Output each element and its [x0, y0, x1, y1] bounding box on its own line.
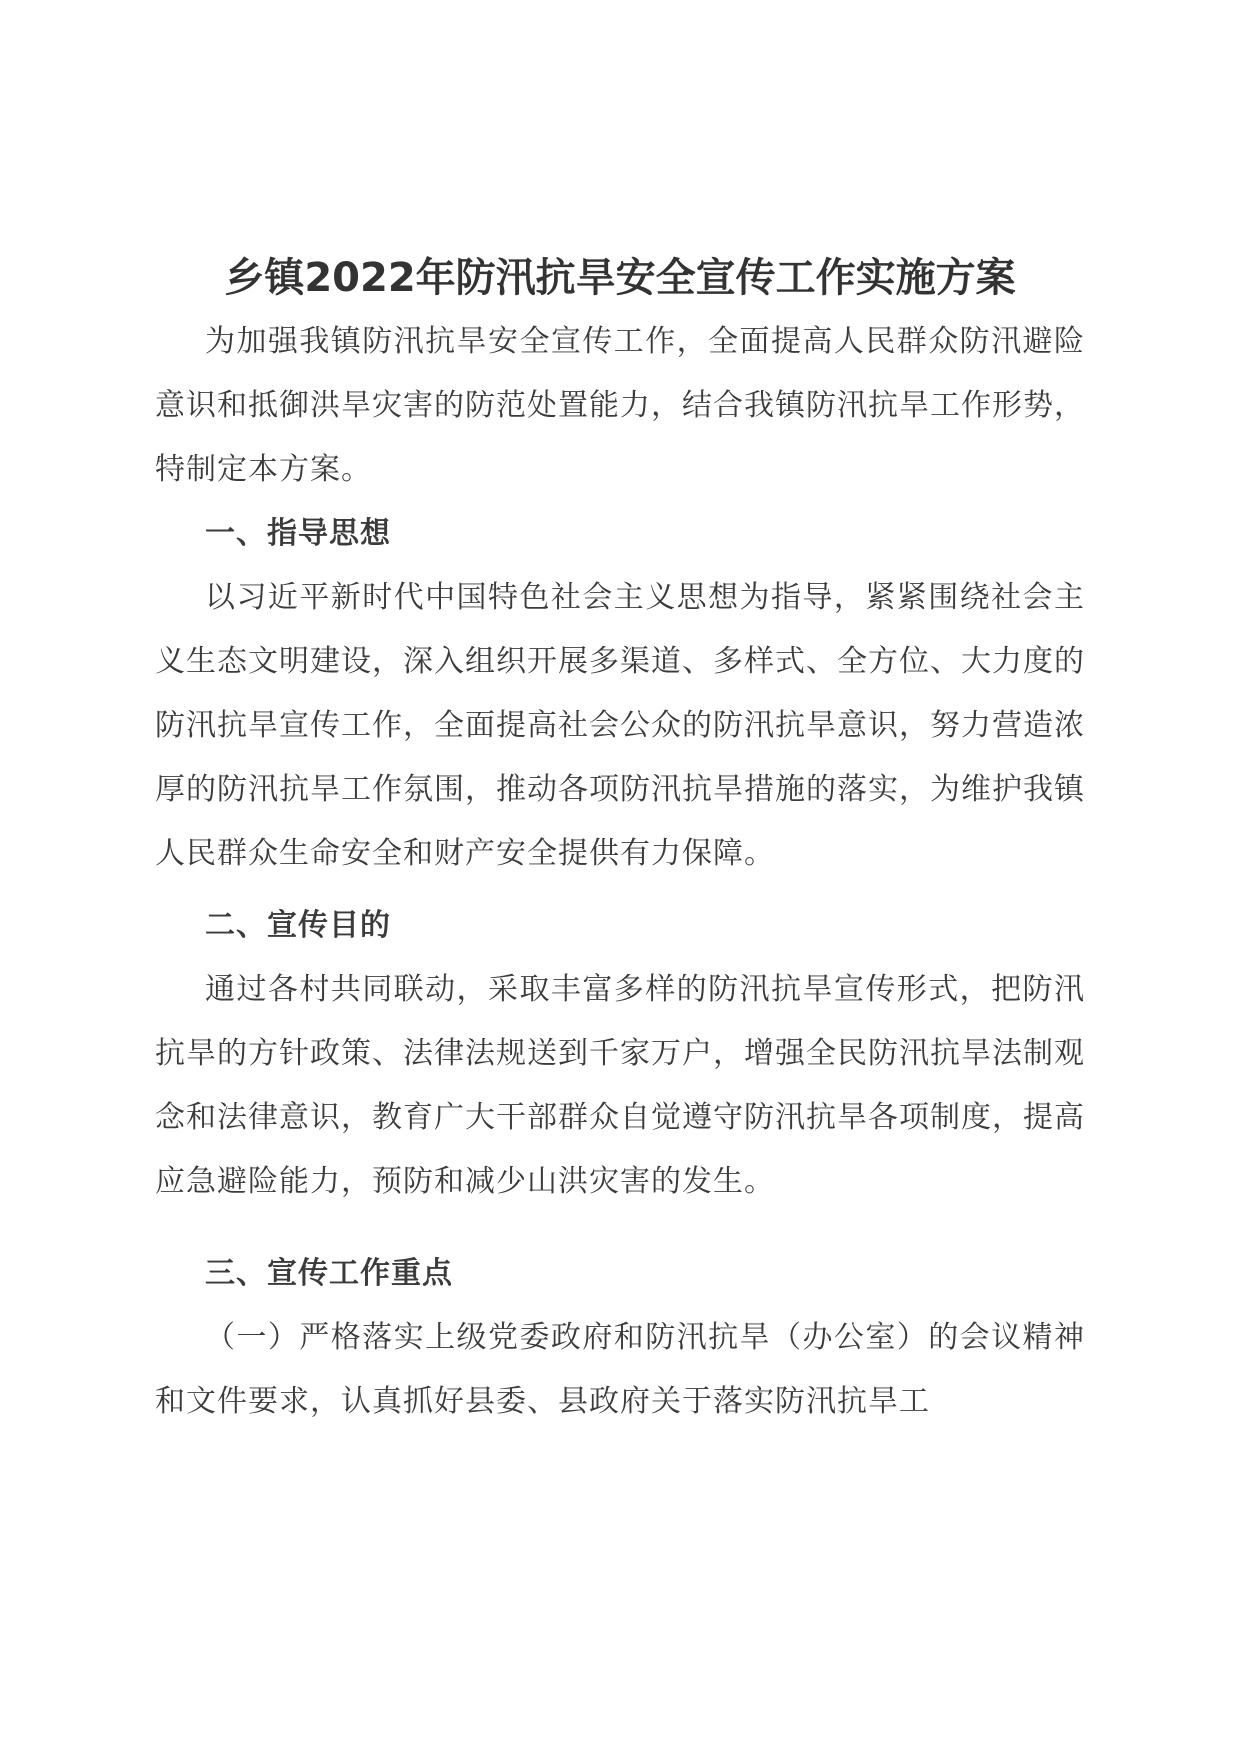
- intro-paragraph: 为加强我镇防汛抗旱安全宣传工作，全面提高人民群众防汛避险意识和抵御洪旱灾害的防范处置能力，结合我镇防汛抗旱工作形势，特制定本方案。: [155, 324, 1085, 487]
- section-heading-purpose: 二、宣传目的: [205, 908, 391, 943]
- section-paragraph-key-points: （一）严格落实上级党委政府和防汛抗旱（办公室）的会议精神和文件要求，认真抓好县委、县政府关于落实防汛抗旱工: [155, 1320, 1085, 1419]
- section-heading-key-points: 三、宣传工作重点: [205, 1256, 453, 1291]
- section-paragraph-guiding-ideology: 以习近平新时代中国特色社会主义思想为指导，紧紧围绕社会主义生态文明建设，深入组织开展多渠道、多样式、全方位、大力度的防汛抗旱宣传工作，全面提高社会公众的防汛抗旱意识，努力营造浓厚的防汛抗旱工作氛围，推动各项防汛抗旱措施的落实，为维护我镇人民群众生命安全和财产安全提供有力保障。: [155, 580, 1085, 871]
- document-title: 乡镇2022年防汛抗旱安全宣传工作实施方案: [224, 255, 1016, 301]
- section-paragraph-purpose: 通过各村共同联动，采取丰富多样的防汛抗旱宣传形式，把防汛抗旱的方针政策、法律法规送到千家万户，增强全民防汛抗旱法制观念和法律意识，教育广大干部群众自觉遵守防汛抗旱各项制度，提高应急避险能力，预防和减少山洪灾害的发生。: [155, 972, 1085, 1199]
- document-body: [155, 250, 1085, 1434]
- section-heading-guiding-ideology: 一、指导思想: [205, 516, 391, 551]
